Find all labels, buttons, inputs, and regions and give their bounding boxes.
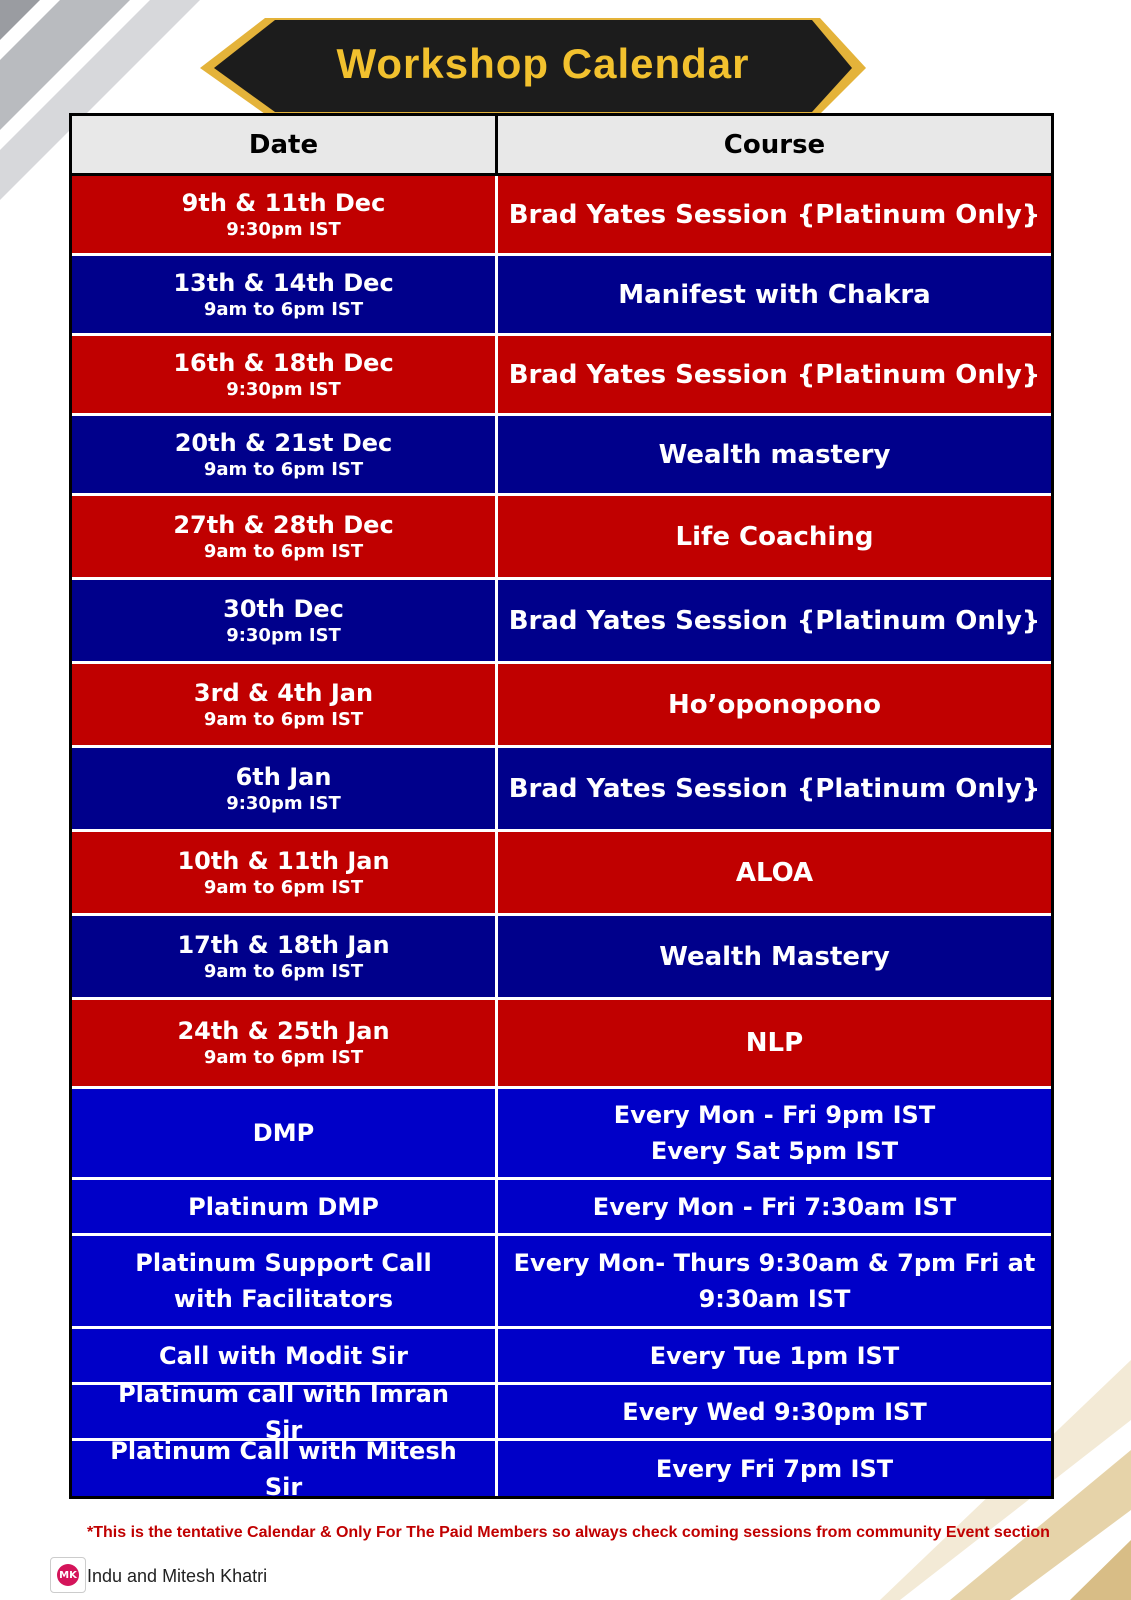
course-name: Brad Yates Session {Platinum Only} [508,199,1041,230]
session-name: Platinum DMP [188,1192,379,1221]
workshop-time: 9:30pm IST [226,378,341,400]
schedule-cell [498,1385,1051,1438]
page-title: Workshop Calendar [336,40,750,87]
workshop-date: 20th & 21st Dec [174,428,393,457]
schedule-line: Every Wed 9:30pm IST [622,1397,927,1426]
workshop-time: 9:30pm IST [226,624,341,646]
recurring-row [72,1436,1051,1501]
workshop-date: 6th Jan [235,762,332,791]
workshop-date: 9th & 11th Dec [181,188,386,217]
workshop-time: 9:30pm IST [226,218,341,240]
course-cell [498,832,1051,913]
table-row [72,336,1051,416]
session-name: Platinum call with Imran Sir [118,1379,449,1444]
schedule-cell [498,1180,1051,1233]
workshop-date: 10th & 11th Jan [177,846,390,875]
table-row [72,416,1051,496]
course-cell [498,336,1051,413]
session-name-cell [72,1379,498,1444]
session-name: Call with Modit Sir [159,1341,408,1370]
course-name: Wealth Mastery [659,941,890,972]
date-cell [72,416,498,493]
date-cell [72,916,498,997]
course-name: Life Coaching [675,521,874,552]
header-date: Date [72,116,498,173]
session-name: Platinum Call with Mitesh Sir [110,1436,457,1501]
course-name: Brad Yates Session {Platinum Only} [508,359,1041,390]
session-name-cell [72,1180,498,1233]
table-row [72,496,1051,580]
workshop-date: 27th & 28th Dec [173,510,394,539]
course-name: NLP [745,1028,804,1058]
logo-mark: MK [57,1564,79,1586]
schedule-line: Every Sat 5pm IST [650,1137,899,1165]
table-row [72,748,1051,832]
schedule-line: Every Mon- Thurs 9:30am & 7pm Fri at 9:30am IST [513,1249,1036,1313]
course-name: Manifest with Chakra [618,279,931,310]
course-name: ALOA [735,857,814,888]
workshop-date: 24th & 25th Jan [177,1017,390,1045]
session-name-cell [72,1236,498,1326]
workshop-time: 9am to 6pm IST [203,876,364,898]
workshop-time: 9am to 6pm IST [203,540,364,562]
table-row [72,176,1051,256]
recurring-row [72,1089,1051,1180]
course-name: Ho’oponopono [667,689,882,720]
workshop-date: 16th & 18th Dec [173,348,394,377]
workshop-time: 9am to 6pm IST [203,458,364,480]
course-cell [498,916,1051,997]
course-cell [498,256,1051,333]
schedule-cell [498,1441,1051,1496]
workshop-time: 9am to 6pm IST [203,708,364,730]
table-row [72,916,1051,1000]
date-cell [72,664,498,745]
schedule-line: Every Tue 1pm IST [649,1341,900,1370]
recurring-row [72,1236,1051,1329]
date-cell [72,748,498,829]
date-cell [72,336,498,413]
schedule-cell [498,1089,1051,1177]
header-course: Course [498,116,1051,173]
footer-note: *This is the tentative Calendar & Only For The Paid Members so always check coming sessions from community Event section [87,1524,1050,1541]
session-name-cell [72,1089,498,1177]
workshop-time: 9am to 6pm IST [203,960,364,982]
session-name-cell [72,1436,498,1501]
workshop-time: 9:30pm IST [226,792,341,814]
session-name: DMP [252,1119,315,1147]
date-cell [72,1000,498,1086]
date-cell [72,580,498,661]
date-cell [72,832,498,913]
workshop-time: 9am to 6pm IST [203,298,364,320]
title-banner [200,18,886,114]
workshop-date: 13th & 14th Dec [173,268,394,297]
author-name: Indu and Mitesh Khatri [87,1566,268,1586]
course-cell [498,748,1051,829]
schedule-line: Every Mon - Fri 9pm IST [613,1101,936,1129]
course-cell [498,496,1051,577]
workshop-date: 3rd & 4th Jan [193,678,374,707]
session-name: Platinum Support Call with Facilitators [135,1249,432,1313]
course-name: Brad Yates Session {Platinum Only} [508,773,1041,804]
table-row [72,1000,1051,1089]
recurring-row [72,1180,1051,1236]
course-cell [498,176,1051,253]
date-cell [72,256,498,333]
brand-logo [50,1557,86,1593]
course-name: Brad Yates Session {Platinum Only} [508,605,1041,636]
schedule-line: Every Fri 7pm IST [655,1454,894,1483]
session-name-cell [72,1329,498,1382]
date-cell [72,496,498,577]
table-header [72,116,1051,176]
workshop-table [69,113,1054,1499]
course-cell [498,1000,1051,1086]
schedule-cell [498,1329,1051,1382]
table-row [72,256,1051,336]
workshop-date: 17th & 18th Jan [177,930,390,959]
table-row [72,832,1051,916]
course-cell [498,580,1051,661]
course-cell [498,416,1051,493]
workshop-time: 9am to 6pm IST [203,1047,364,1068]
course-name: Wealth mastery [658,439,891,470]
table-row [72,580,1051,664]
table-row [72,664,1051,748]
course-cell [498,664,1051,745]
table-body [72,176,1051,1501]
workshop-date: 30th Dec [223,594,344,623]
date-cell [72,176,498,253]
schedule-cell [498,1236,1051,1326]
schedule-line: Every Mon - Fri 7:30am IST [592,1192,957,1221]
